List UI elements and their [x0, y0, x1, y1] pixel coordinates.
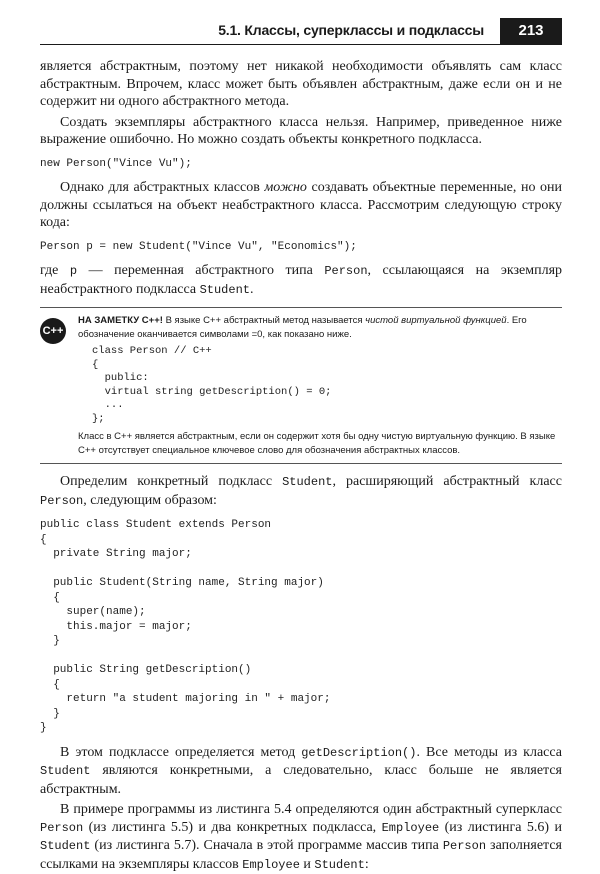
note-intro: НА ЗАМЕТКУ С++! В языке С++ абстрактный метод называется чистой виртуальной функцией. Его обозначение оканчивается символами =0, как показано ниже.: [78, 315, 527, 340]
note-title: НА ЗАМЕТКУ С++!: [78, 315, 163, 326]
inline-code: p: [69, 264, 78, 278]
paragraph: является абстрактным, поэтому нет никакой необходимости объявлять сам класс абстрактным. Впрочем, класс может быть объявлен абстрактным, даже если он и не содержит ни одного абстрактного метода.: [40, 59, 562, 109]
emphasis: можно: [264, 180, 307, 195]
inline-code: Person: [40, 820, 84, 835]
cpp-note-box: [40, 307, 562, 464]
note-code: class Person // C++ { public: virtual string getDescription() = 0; ... };: [92, 345, 332, 425]
paragraph: В этом подклассе определяется метод getDescription(). Все методы из класса Student являются конкретными, а следовательно, класс больше не является абстрактным.: [40, 744, 562, 797]
inline-code: getDescription(): [301, 745, 417, 760]
inline-code: Employee: [242, 857, 300, 872]
page-header: [40, 18, 562, 45]
paragraph: Определим конкретный подкласс Student, расширяющий абстрактный класс Person, следующим образом:: [40, 474, 562, 508]
paragraph: где p — переменная абстрактного типа Person, ссылающаяся на экземпляр неабстрактного подкласса Student.: [40, 263, 563, 297]
paragraph: Однако для абстрактных классов можно создавать объектные переменные, но они должны ссылаться на объект неабстрактного класса. Рассмотрим следующую строку кода:: [40, 180, 562, 230]
inline-code: Student: [199, 282, 250, 297]
inline-code: Student: [314, 857, 365, 872]
inline-code: Employee: [381, 820, 440, 835]
note-footer: Класс в С++ является абстрактным, если он содержит хотя бы одну чистую виртуальную функцию. В языке С++ отсутствует специальное ключевое слово для обозначения абстрактных классов.: [78, 431, 556, 456]
running-head-title: 5.1. Классы, суперклассы и подклассы: [218, 22, 484, 38]
inline-code: Person: [40, 493, 84, 508]
code-snippet: Person p = new Student("Vince Vu", "Economics");: [40, 240, 357, 253]
page-body: [40, 58, 562, 874]
inline-code: Student: [40, 839, 91, 853]
page-number: 213: [500, 18, 562, 44]
paragraph: Создать экземпляры абстрактного класса нельзя. Например, приведенное ниже выражение ошибочно. Но можно создать объекты конкретного подкласса.: [40, 114, 562, 147]
cpp-icon: C++: [40, 318, 66, 344]
inline-code: Person: [442, 839, 487, 853]
code-listing: public class Student extends Person { private String major; public Student(String name, String major) { super(name); this.major = major; } public String getDescription() { return "a student majoring in " + major; } }: [40, 519, 331, 734]
inline-code: Person: [324, 264, 368, 278]
inline-code: Student: [282, 475, 333, 489]
inline-code: Student: [40, 764, 91, 778]
code-snippet: new Person("Vince Vu");: [40, 157, 192, 170]
paragraph: В примере программы из листинга 5.4 определяются один абстрактный суперкласс Person (из листинга 5.5) и два конкретных подкласса, Employee (из листинга 5.6) и Student (из листинга 5.7). Сначала в этой программе массив типа Person заполняется ссылками на экземпляры классов Employee и Student:: [40, 802, 563, 872]
